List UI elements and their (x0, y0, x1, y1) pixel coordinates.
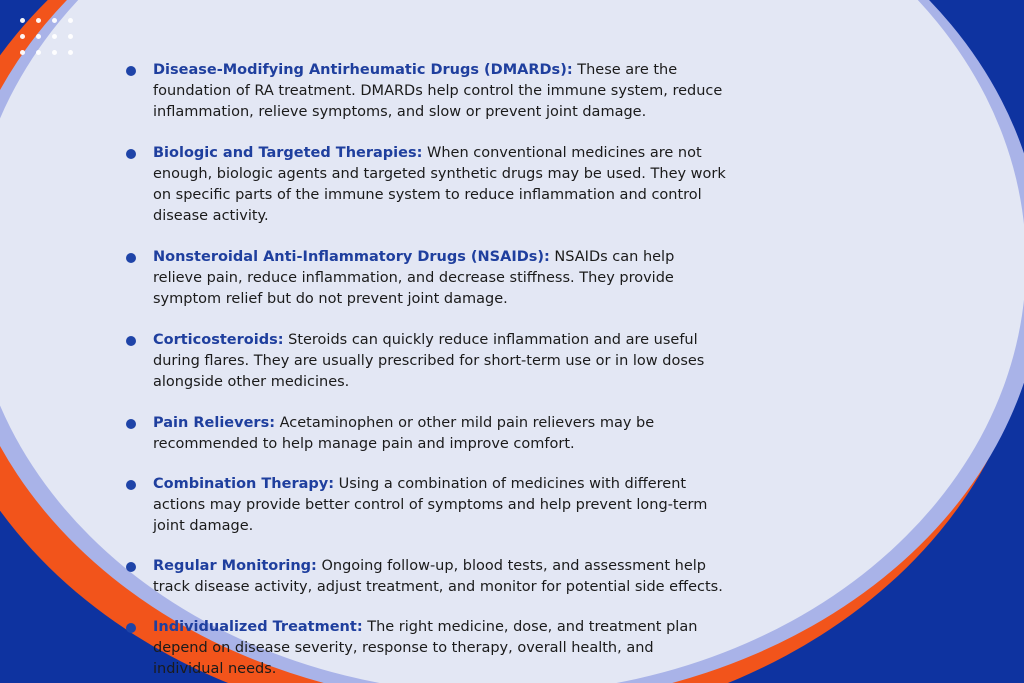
item-text: These are the foundation of RA treatment. DMARDs help control the immune system, reduce inflammation, relieve symptoms, and slow or prevent joint damage. (153, 62, 723, 120)
dot (68, 18, 73, 23)
list-item-dmards (126, 60, 726, 123)
item-term: Biologic and Targeted Therapies: (153, 145, 423, 161)
dot-grid-icon (20, 18, 74, 58)
treatment-list (126, 60, 726, 683)
item-term: Regular Monitoring: (153, 558, 317, 574)
bullet-icon (126, 623, 136, 633)
list-item-regular-monitoring (126, 556, 726, 598)
bullet-icon (126, 149, 136, 159)
dot (52, 18, 57, 23)
dot (52, 34, 57, 39)
list-item-corticosteroids (126, 330, 726, 393)
bullet-icon (126, 419, 136, 429)
list-item-individualized-treatment (126, 617, 726, 680)
dot (36, 34, 41, 39)
item-text: NSAIDs can help relieve pain, reduce inflammation, and decrease stiffness. They provide symptom relief but do not prevent joint damage. (153, 249, 675, 307)
item-term: Nonsteroidal Anti-Inflammatory Drugs (NSAIDs): (153, 249, 550, 265)
dot (68, 50, 73, 55)
bullet-icon (126, 336, 136, 346)
dot (20, 50, 25, 55)
item-term: Disease-Modifying Antirheumatic Drugs (DMARDs): (153, 62, 573, 78)
dot (36, 50, 41, 55)
item-text: Steroids can quickly reduce inflammation and are useful during flares. They are usually prescribed for short-term use or in low doses alongside other medicines. (153, 332, 705, 390)
item-text: Using a combination of medicines with different actions may provide better control of symptoms and help prevent long-term joint damage. (153, 476, 708, 534)
list-item-combination-therapy (126, 474, 726, 537)
item-text: Acetaminophen or other mild pain relievers may be recommended to help manage pain and improve comfort. (153, 415, 655, 452)
item-term: Individualized Treatment: (153, 619, 363, 635)
bullet-icon (126, 66, 136, 76)
dot (20, 18, 25, 23)
item-text: The right medicine, dose, and treatment plan depend on disease severity, response to therapy, overall health, and individual needs. (153, 619, 698, 677)
item-term: Corticosteroids: (153, 332, 284, 348)
dot (36, 18, 41, 23)
list-item-pain-relievers (126, 413, 726, 455)
list-item-nsaids (126, 247, 726, 310)
bullet-icon (126, 480, 136, 490)
dot (52, 50, 57, 55)
item-term: Combination Therapy: (153, 476, 335, 492)
bullet-icon (126, 562, 136, 572)
bullet-icon (126, 253, 136, 263)
dot (20, 34, 25, 39)
dot (68, 34, 73, 39)
list-item-biologics (126, 143, 726, 227)
item-text: When conventional medicines are not enough, biologic agents and targeted synthetic drugs may be used. They work on specific parts of the immune system to reduce inflammation and control disease activity. (153, 145, 726, 224)
item-text: Ongoing follow-up, blood tests, and assessment help track disease activity, adjust treatment, and monitor for potential side effects. (153, 558, 723, 595)
item-term: Pain Relievers: (153, 415, 276, 431)
